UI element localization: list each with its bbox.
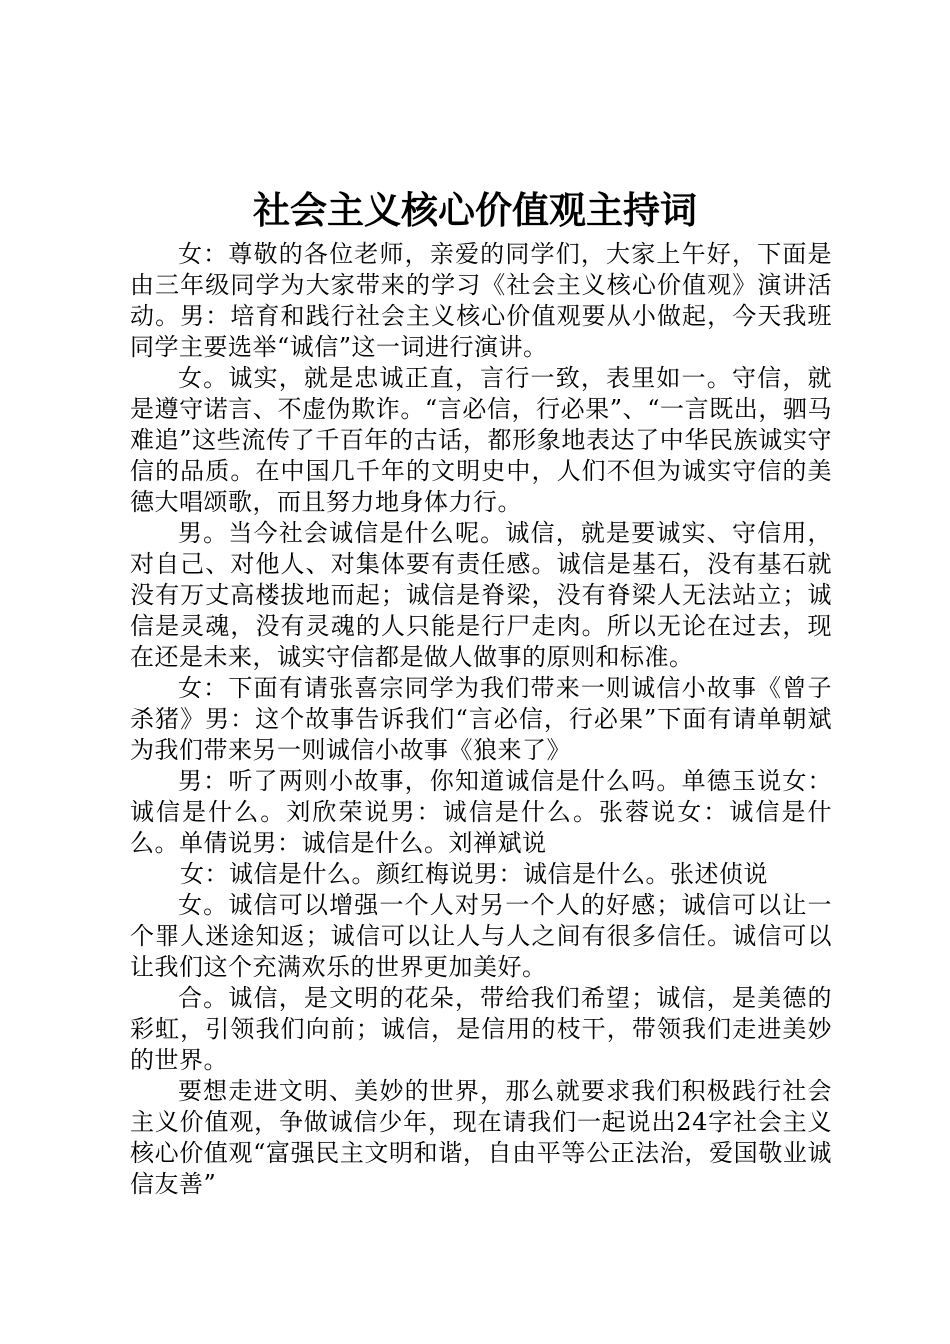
paragraph-together: 合。诚信，是文明的花朵，带给我们希望；诚信，是美德的彩虹，引领我们向前；诚信，是信用的枝干，带领我们走进美妙的世界。 <box>130 984 832 1074</box>
paragraph-stories: 女：下面有请张喜宗同学为我们带来一则诚信小故事《曾子杀猪》男：这个故事告诉我们“言必信，行必果”下面有请单朝斌为我们带来另一则诚信小故事《狼来了》 <box>130 674 832 764</box>
paragraph-benefits: 女。诚信可以增强一个人对另一个人的好感；诚信可以让一个罪人迷途知返；诚信可以让人与人之间有很多信任。诚信可以让我们这个充满欢乐的世界更加美好。 <box>130 891 832 981</box>
document-title: 社会主义核心价值观主持词 <box>253 188 697 232</box>
paragraph-closing: 要想走进文明、美妙的世界，那么就要求我们积极践行社会主义价值观，争做诚信少年，现在请我们一起说出24字社会主义核心价值观“富强民主文明和谐，自由平等公正法治，爱国敬业诚信友善” <box>130 1077 832 1198</box>
paragraph-opening: 女：尊敬的各位老师，亲爱的同学们，大家上午好，下面是由三年级同学为大家带来的学习《社会主义核心价值观》演讲活动。男：培育和践行社会主义核心价值观要从小做起，今天我班同学主要选举“诚信”这一词进行演讲。 <box>130 240 832 361</box>
paragraph-society: 男。当今社会诚信是什么呢。诚信，就是要诚实、守信用，对自己、对他人、对集体要有责任感。诚信是基石，没有基石就没有万丈高楼拔地而起；诚信是脊梁，没有脊梁人无法站立；诚信是灵魂，没有灵魂的人只能是行尸走肉。所以无论在过去，现在还是未来，诚实守信都是做人做事的原则和标准。 <box>130 519 832 671</box>
paragraph-dialogue-2: 女：诚信是什么。颜红梅说男：诚信是什么。张述侦说 <box>180 860 768 888</box>
paragraph-dialogue-1: 男：听了两则小故事，你知道诚信是什么吗。单德玉说女：诚信是什么。刘欣荣说男：诚信是什么。张蓉说女：诚信是什么。单倩说男：诚信是什么。刘禅斌说 <box>130 767 832 857</box>
paragraph-honesty: 女。诚实，就是忠诚正直，言行一致，表里如一。守信，就是遵守诺言、不虚伪欺诈。“言必信，行必果”、“一言既出，驷马难追”这些流传了千百年的古话，都形象地表达了中华民族诚实守信的品质。在中国几千年的文明史中，人们不但为诚实守信的美德大唱颂歌，而且努力地身体力行。 <box>130 364 832 516</box>
document-body <box>130 239 832 1200</box>
